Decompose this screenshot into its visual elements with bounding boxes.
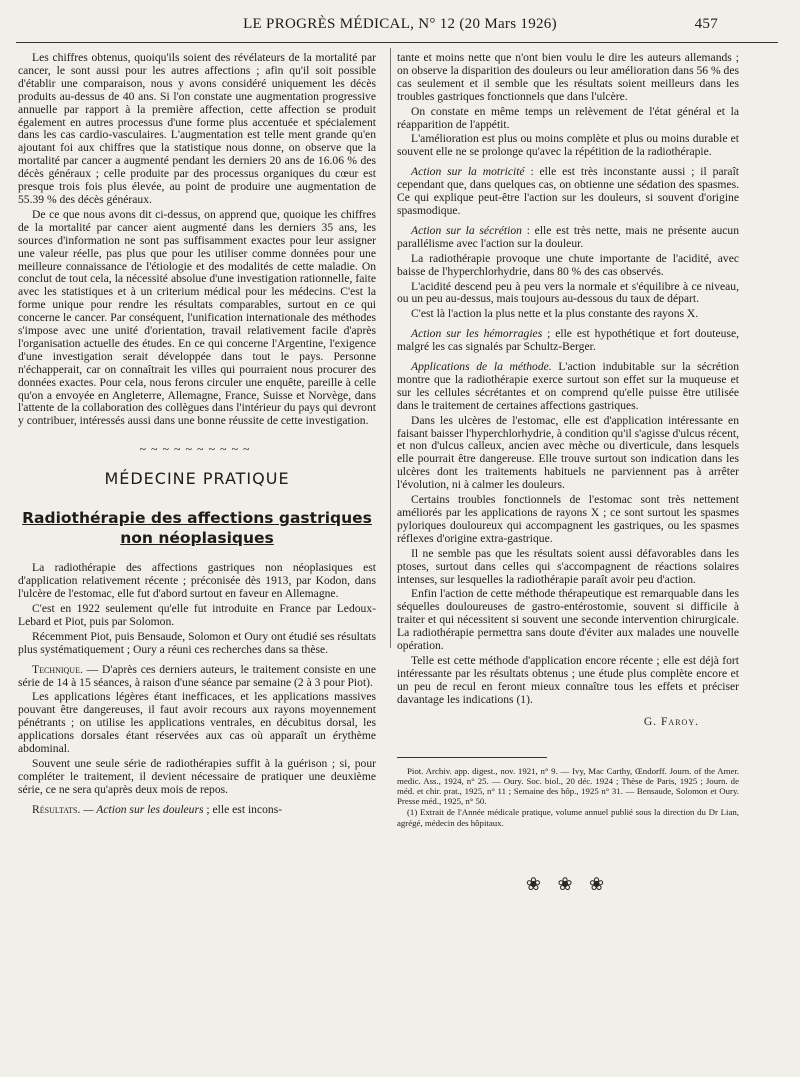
hemorragies-lead: Action sur les hémorragies — [411, 327, 543, 341]
footnote-references: Piot. Archiv. app. digest., nov. 1921, n° 9. — Ivy, Mac Carthy, Œndorff. Journ. of the Amer. medic. Ass., 1924, n° 25. — Oury. Soc. biol., 20 déc. 1924 ; Thèse de Paris, 1925 ; Journ. de méd. et chir. prat., 1925, n° 11 ; Semaine des hôp., 1925 n° 31. — Bensaude, Solomon et Oury. Presse méd., 1925, n° 50. — [397, 765, 739, 807]
applications-text: L'action indubitable sur la sécrétion montre que la radiothérapie exerce surtout son effet sur la muqueuse et sur les cellules sécrétantes et on comprend qu'elle puisse être utilisée dans le traitement de certaines affections gastriques. — [397, 360, 739, 412]
paragraph: tante et moins nette que n'ont bien voulu le dire les auteurs allemands ; on observe la disparition des douleurs ou leur amélioration dans 56 % des cas seulement et il semble que les résultats soient meilleurs dans les troubles gastriques fonctionnels que dans l'ulcère. — [397, 51, 739, 103]
paragraph: L'amélioration est plus ou moins complète et plus ou moins durable et souvent elle ne se prolonge qu'avec la répétition de la radiothérapie. — [397, 132, 739, 159]
article-title — [18, 509, 376, 548]
results-paragraph — [18, 804, 376, 817]
applications-lead: Applications de la méthode. — [411, 360, 552, 374]
paragraph: L'acidité descend peu à peu vers la normale et s'équilibre à ce niveau, ou un peu au-dessus, mais toujours au-dessous du taux de départ. — [397, 279, 739, 306]
motricite-paragraph — [397, 166, 739, 218]
secretion-lead: Action sur la sécrétion — [411, 223, 522, 237]
right-column — [397, 52, 739, 895]
author-signature: G. Faroy. — [643, 714, 699, 728]
motricite-lead: Action sur la motricité — [411, 165, 525, 179]
paragraph: C'est là l'action la plus nette et la plus constante des rayons X. — [411, 307, 699, 321]
paragraph: Les applications légères étant inefficaces, et les applications massives pouvant être dangereuses, il faut avoir recours aux rayons moyennement pénétrants ; on utilise les applications ventrales, en décubitus dorsal, les applications dorsales étant réservées aux cas où apparaît un érythème abdominal. — [18, 690, 376, 756]
secretion-text: : elle est très nette, mais ne présente aucun parallélisme avec l'action sur la douleur. — [397, 223, 739, 250]
paragraph: On constate en même temps un relèvement de l'état général et la réapparition de l'appétit. — [397, 104, 739, 131]
column-separator — [390, 48, 391, 648]
paragraph: Telle est cette méthode d'application encore récente ; elle est déjà fort intéressante par les résultats obtenus ; une étude plus complète encore et un peu de recul en feront mieux connaître tous les effets et préciser davantage les indications (1). — [397, 653, 739, 706]
footnote-1: (1) Extrait de l'Année médicale pratique, volume annuel publié sous la direction du Dr Lian, agrégé, médecin des hôpitaux. — [397, 807, 739, 828]
paragraph: Souvent une seule série de radiothérapies suffit à la guérison ; si, pour compléter le traitement, il devient nécessaire de pratiquer une deuxième série, ce ne sera qu'après deux mois de repos. — [18, 756, 376, 796]
technique-label: Technique. — [32, 662, 83, 676]
end-ornament: ❀ ❀ ❀ — [525, 873, 611, 894]
paragraph: De ce que nous avons dit ci-dessus, on apprend que, quoique les chiffres de la mortalité par cancer aient augmenté dans les derniers 35 ans, les sources d'information ne sont pas suffisamment exactes pour leur assigner une valeur réelle, pas plus que pour les utiliser comme données pour une meilleure connaissance de l'étiologie et des modalités de cette maladie. On conclut de tout cela, la nécessité absolue d'une investigation rationnelle, faite avec les statistiques et à un criterium médical pour les médecins. C'est la forme unique pour rendre les résultats comparables, surtout en ce qui concerne le cancer. Par conséquent, l'unification internationale des méthodes s'impose avec une unité d'orientation, travail relativement facile d'après l'organisation actuelle des études. En ce qui concerne l'Argentine, l'exigence d'une investigation serait développée dans tout le pays. Personne n'échapperait, car on connaîtrait les villes qui pourraient nous procurer des données exactes. Pour cela, nous ferons circuler une enquête, pareille à celle qu'on a envoyée en Angleterre, Allemagne, France, Suisse et Norvège, dans l'attente de la collaboration des collègues dans l'intérieur du pays qui devront y contribuer, intéressés aussi dans une bonne réussite de cette investigation. — [18, 207, 376, 428]
section-title: MÉDECINE PRATIQUE — [104, 469, 290, 489]
journal-title: LE PROGRÈS MÉDICAL, N° 12 (20 Mars 1926) — [243, 16, 557, 32]
technique-paragraph — [18, 664, 376, 690]
page-number: 457 — [694, 16, 718, 32]
article-title-line-2: non néoplasiques — [120, 529, 274, 548]
paragraph: Enfin l'action de cette méthode thérapeutique est remarquable dans les séquelles douloureuses de gastro-entérostomie, souvent si difficile à traiter et qui nécessitent si souvent une seconde intervention chirurgicale. La radiothérapie permettra sans doute d'éviter aux malades une nouvelle opération. — [397, 587, 739, 653]
paragraph: La radiothérapie des affections gastriques non néoplasiques est d'application relativement récente ; préconisée dès 1913, par Kodon, dans l'ulcère de l'estomac, elle fut d'abord surtout en faveur en Allemagne. — [18, 561, 376, 601]
results-label: Résultats. — [32, 802, 81, 816]
technique-text: — D'après ces derniers auteurs, le traitement consiste en une série de 14 à 15 séances, à raison d'une séance par semaine (2 à 3 pour Piot). — [18, 662, 376, 689]
paragraph: La radiothérapie provoque une chute importante de l'acidité, avec baisse de l'hyperchlorhydrie, dans 80 % des cas observés. — [397, 251, 739, 278]
motricite-text: : elle est très inconstante aussi ; il paraît cependant que, dans quelques cas, on obtienne une sédation des spasmes. Ce qui explique peut-être l'action sur les douleurs, si souvent d'origine spasmodique. — [397, 165, 740, 217]
paragraph: Les chiffres obtenus, quoiqu'ils soient des révélateurs de la mortalité par cancer, le sont aussi pour les autres affections ; afin qu'il soit possible d'établir une comparaison, nous y avons considéré uniquement les décès produits au-dessus de 40 ans. Si l'on constate une augmentation progressive annuelle par rapport à la première affection, cette affection se produit également en autres processus d'une forme plus accentuée et spécialement dans les cas cardio-vasculaires. L'augmentation est telle ment grande qu'en ajoutant foi aux chiffres que la statistique nous donne, on observe que la mortalité par cancer a augmenté pendant les derniers 20 ans de 16.06 % des décès généraux ; celle produite par des processus organiques du cœur est presque trois fois plus élevée, au point de produire une augmentation de 55.39 % des décès généraux. — [18, 51, 376, 206]
secretion-paragraph — [397, 225, 739, 251]
header-rule — [16, 42, 778, 43]
applications-paragraph — [397, 361, 739, 413]
divider-ornament: ~~~~~~~~~~ — [139, 442, 255, 457]
paragraph: Certains troubles fonctionnels de l'estomac sont très nettement améliorés par les applications de rayons X ; ce sont surtout les spasmes pyloriques douloureux qui accompagnent les gastriques, ou les spasmes réflexes d'origine extra-gastrique. — [397, 493, 739, 545]
article-title-line-1: Radiothérapie des affections gastriques — [22, 509, 372, 528]
left-column — [18, 52, 376, 817]
paragraph: Il ne semble pas que les résultats soient aussi défavorables dans les ptoses, surtout dans celles qui s'accompagnent de réactions solaires intenses, sur lesquelles la radiothérapie paraît avoir peu d'action. — [397, 546, 739, 586]
results-lead: — Action sur les douleurs — [80, 802, 204, 816]
hemorragies-text: ; elle est hypothétique et fort douteuse, malgré les cas signalés par Schultz-Berger. — [397, 327, 739, 354]
footnote-rule — [397, 757, 547, 758]
paragraph: Dans les ulcères de l'estomac, elle est d'application intéressante en faisant baisser l'hyperchlorhydrie, à condition qu'il s'agisse d'ulcus récent, et non d'ulcus calleux, ancien avec mèche ou diverticule, dans lesquels elle pourrait être dangereuse. Elle trouve surtout son indication dans les ulcères dont les traitements habituels ne parviennent pas à arrêter l'évolution, ni à calmer les douleurs. — [397, 413, 739, 492]
paragraph: C'est en 1922 seulement qu'elle fut introduite en France par Ledoux-Lebard et Piot, puis par Solomon. — [18, 602, 376, 628]
paragraph: Récemment Piot, puis Bensaude, Solomon et Oury ont étudié ses résultats plus systématiquement ; Oury a réuni ces recherches dans sa thèse. — [18, 629, 376, 656]
hemorragies-paragraph — [397, 328, 739, 354]
footnotes — [397, 766, 739, 828]
results-text: ; elle est incons- — [203, 802, 283, 816]
article-body-left — [18, 562, 376, 816]
running-header — [0, 16, 800, 38]
